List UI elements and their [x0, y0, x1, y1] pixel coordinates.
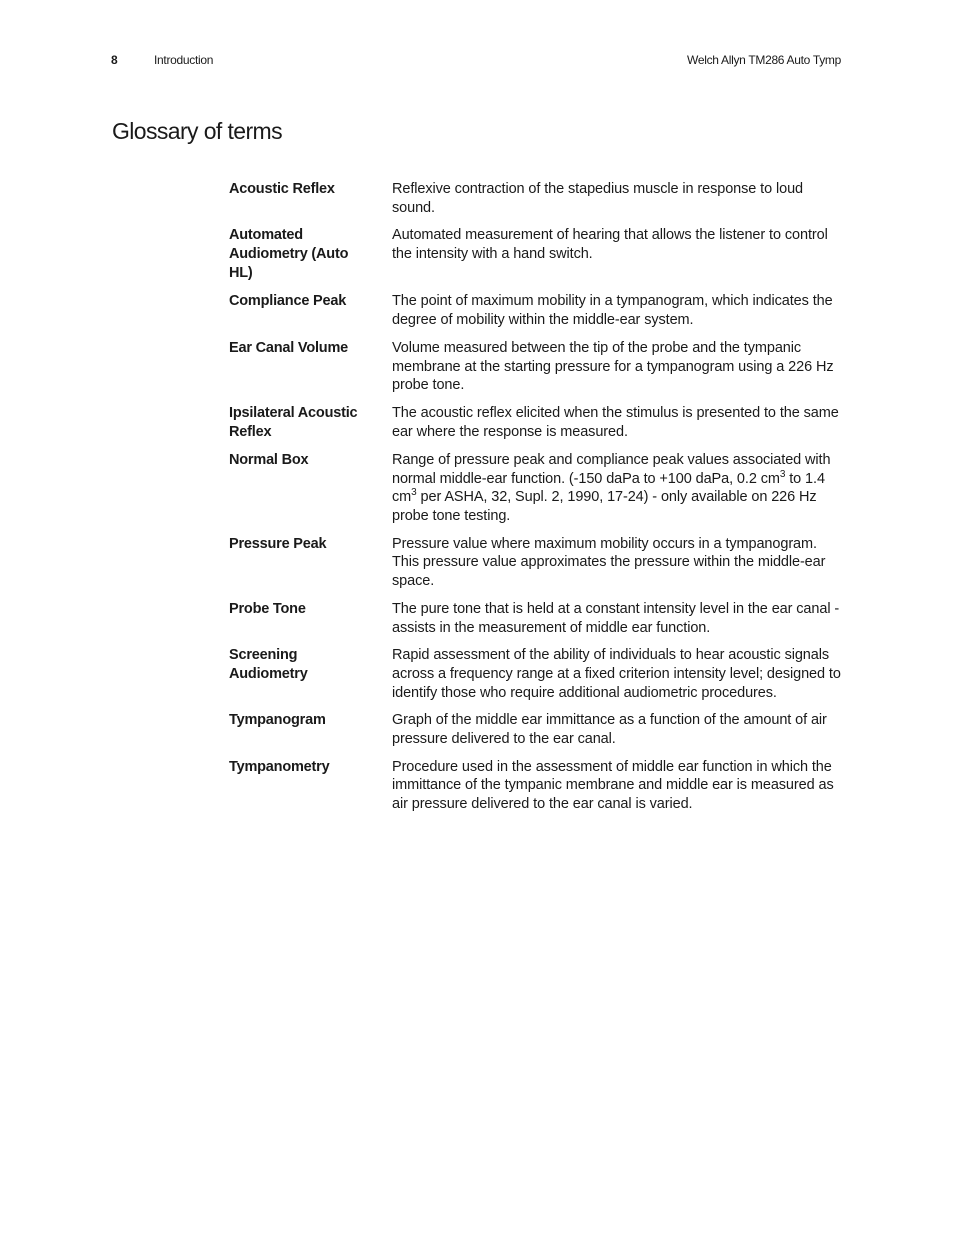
glossary-term: Acoustic Reflex — [229, 181, 335, 197]
definition-text: Range of pressure peak and compliance peak values associated with normal middle-ear function. (-150 daPa to +100 daPa, 0.2 cm — [392, 451, 831, 487]
page-number: 8 — [111, 53, 118, 67]
glossary-term: Compliance Peak — [229, 293, 347, 310]
glossary-entry — [229, 646, 841, 702]
page-title: Glossary of terms — [112, 118, 283, 144]
definition-text: per ASHA, 32, Supl. 2, 1990, 17-24) - only available on 226 Hz probe tone testing. — [392, 489, 817, 525]
glossary-term: Screening Audiometry — [229, 647, 308, 683]
glossary-definition: The point of maximum mobility in a tympanogram, which indicates the degree of mobility within the middle-ear system. — [392, 293, 833, 329]
glossary-term: Probe Tone — [229, 600, 306, 617]
glossary-term: Normal Box — [229, 451, 309, 468]
glossary-list — [229, 180, 841, 823]
glossary-definition: Pressure value where maximum mobility occurs in a tympanogram. This pressure value approximates the pressure within the middle-ear space. — [392, 535, 826, 590]
glossary-term: Pressure Peak — [229, 535, 327, 552]
glossary-definition: Automated measurement of hearing that allows the listener to control the intensity with a hand switch. — [392, 227, 828, 263]
glossary-entry — [229, 226, 841, 283]
glossary-entry — [229, 292, 841, 329]
glossary-entry — [229, 404, 841, 442]
glossary-term: Ipsilateral Acoustic Reflex — [229, 404, 358, 440]
glossary-entry — [229, 451, 841, 526]
glossary-term: Tympanogram — [229, 712, 326, 729]
glossary-definition: Procedure used in the assessment of middle ear function in which the immittance of the tympanic membrane and middle ear is measured as air pressure delivered to the ear canal is varied. — [392, 758, 834, 813]
superscript-exponent: 3 — [779, 468, 786, 480]
running-document-title: Welch Allyn TM286 Auto Tymp — [687, 53, 841, 67]
running-section-name: Introduction — [154, 53, 214, 67]
glossary-term: Tympanometry — [229, 758, 330, 775]
glossary-term: Ear Canal Volume — [229, 339, 349, 356]
superscript-exponent: 3 — [411, 487, 417, 499]
glossary-entry — [229, 711, 841, 748]
glossary-entry — [229, 180, 841, 217]
glossary-entry — [229, 339, 841, 395]
glossary-term: Automated Audiometry (Auto HL) — [229, 227, 349, 282]
glossary-definition — [392, 451, 841, 526]
definition-text: to 1.4 cm — [392, 470, 825, 506]
glossary-entry — [229, 600, 841, 637]
glossary-definition: The pure tone that is held at a constant intensity level in the ear canal - assists in the measurement of middle ear function. — [392, 600, 840, 636]
glossary-definition: Volume measured between the tip of the probe and the tympanic membrane at the starting pressure for a tympanogram using a 226 Hz probe tone. — [392, 339, 834, 394]
glossary-entry — [229, 535, 841, 591]
glossary-definition: Reflexive contraction of the stapedius muscle in response to loud sound. — [392, 181, 804, 216]
glossary-definition: Graph of the middle ear immittance as a function of the amount of air pressure delivered to the ear canal. — [392, 712, 827, 748]
glossary-entry — [229, 758, 841, 814]
glossary-definition: Rapid assessment of the ability of individuals to hear acoustic signals across a frequency range at a fixed criterion intensity level; designed to identify those who require additional audiometric procedures. — [392, 647, 841, 701]
glossary-definition: The acoustic reflex elicited when the stimulus is presented to the same ear where the response is measured. — [392, 404, 839, 440]
